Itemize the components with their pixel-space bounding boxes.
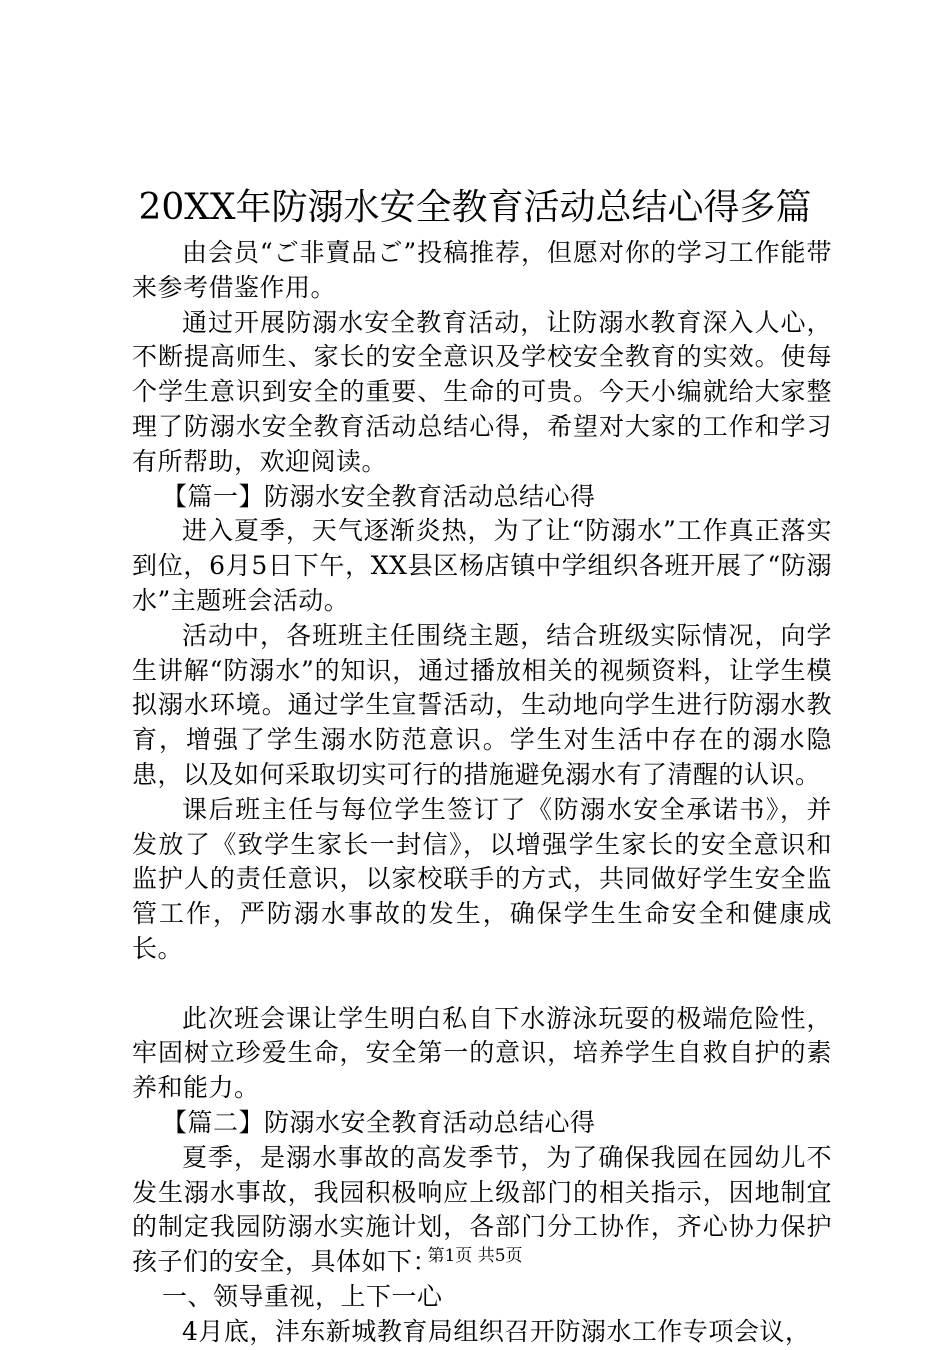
subsection-heading: 一、领导重视，上下一心 — [162, 1281, 443, 1311]
body-paragraph: 夏季，是溺水事故的高发季节，为了确保我园在园幼儿不发生溺水事故，我园积极响应上级部门的相关指示，因地制宜的制定我园防溺水实施计划，各部门分工协作，齐心协力保护孩子们的安全，具体如下： — [132, 1142, 832, 1277]
document-title: 20XX年防溺水安全教育活动总结心得多篇 — [138, 187, 812, 228]
section-heading-2: 【篇二】防溺水安全教育活动总结心得 — [162, 1107, 596, 1137]
body-paragraph: 进入夏季，天气逐渐炎热，为了让“防溺水”工作真正落实到位，6月5日下午，XX县区杨店镇中学组织各班开展了“防溺水”主题班会活动。 — [132, 516, 832, 615]
body-paragraph: 活动中，各班班主任围绕主题，结合班级实际情况，向学生讲解“防溺水”的知识，通过播放相关的视频资料，让学生模拟溺水环境。通过学生宣誓活动，生动地向学生进行防溺水教育，增强了学生溺水防范意识。学生对生活中存在的溺水隐患，以及如何采取切实可行的措施避免溺水有了清醒的认识。 — [132, 620, 832, 789]
summary-paragraph: 通过开展防溺水安全教育活动，让防溺水教育深入人心，不断提高师生、家长的安全意识及学校安全教育的实效。使每个学生意识到安全的重要、生命的可贵。今天小编就给大家整理了防溺水安全教育活动总结心得，希望对大家的工作和学习有所帮助，欢迎阅读。 — [132, 307, 832, 476]
body-paragraph: 此次班会课让学生明白私自下水游泳玩耍的极端危险性，牢固树立珍爱生命，安全第一的意识，培养学生自救自护的素养和能力。 — [132, 1003, 832, 1103]
page-number: 第1页 共5页 — [427, 1246, 523, 1266]
section-heading-1: 【篇一】防溺水安全教育活动总结心得 — [162, 481, 596, 511]
paragraph-spacer — [132, 967, 832, 1002]
intro-paragraph: 由会员“ご非賣品ご”投稿推荐，但愿对你的学习工作能带来参考借鉴作用。 — [132, 238, 832, 302]
body-paragraph: 4月底，沣东新城教育局组织召开防溺水工作专项会议， — [182, 1316, 811, 1346]
document-body — [132, 236, 832, 1350]
body-paragraph: 课后班主任与每位学生签订了《防溺水安全承诺书》，并发放了《致学生家长一封信》，以增强学生家长的安全意识和监护人的责任意识，以家校联手的方式，共同做好学生安全监管工作，严防溺水事故的发生，确保学生生命安全和健康成长。 — [132, 794, 832, 963]
